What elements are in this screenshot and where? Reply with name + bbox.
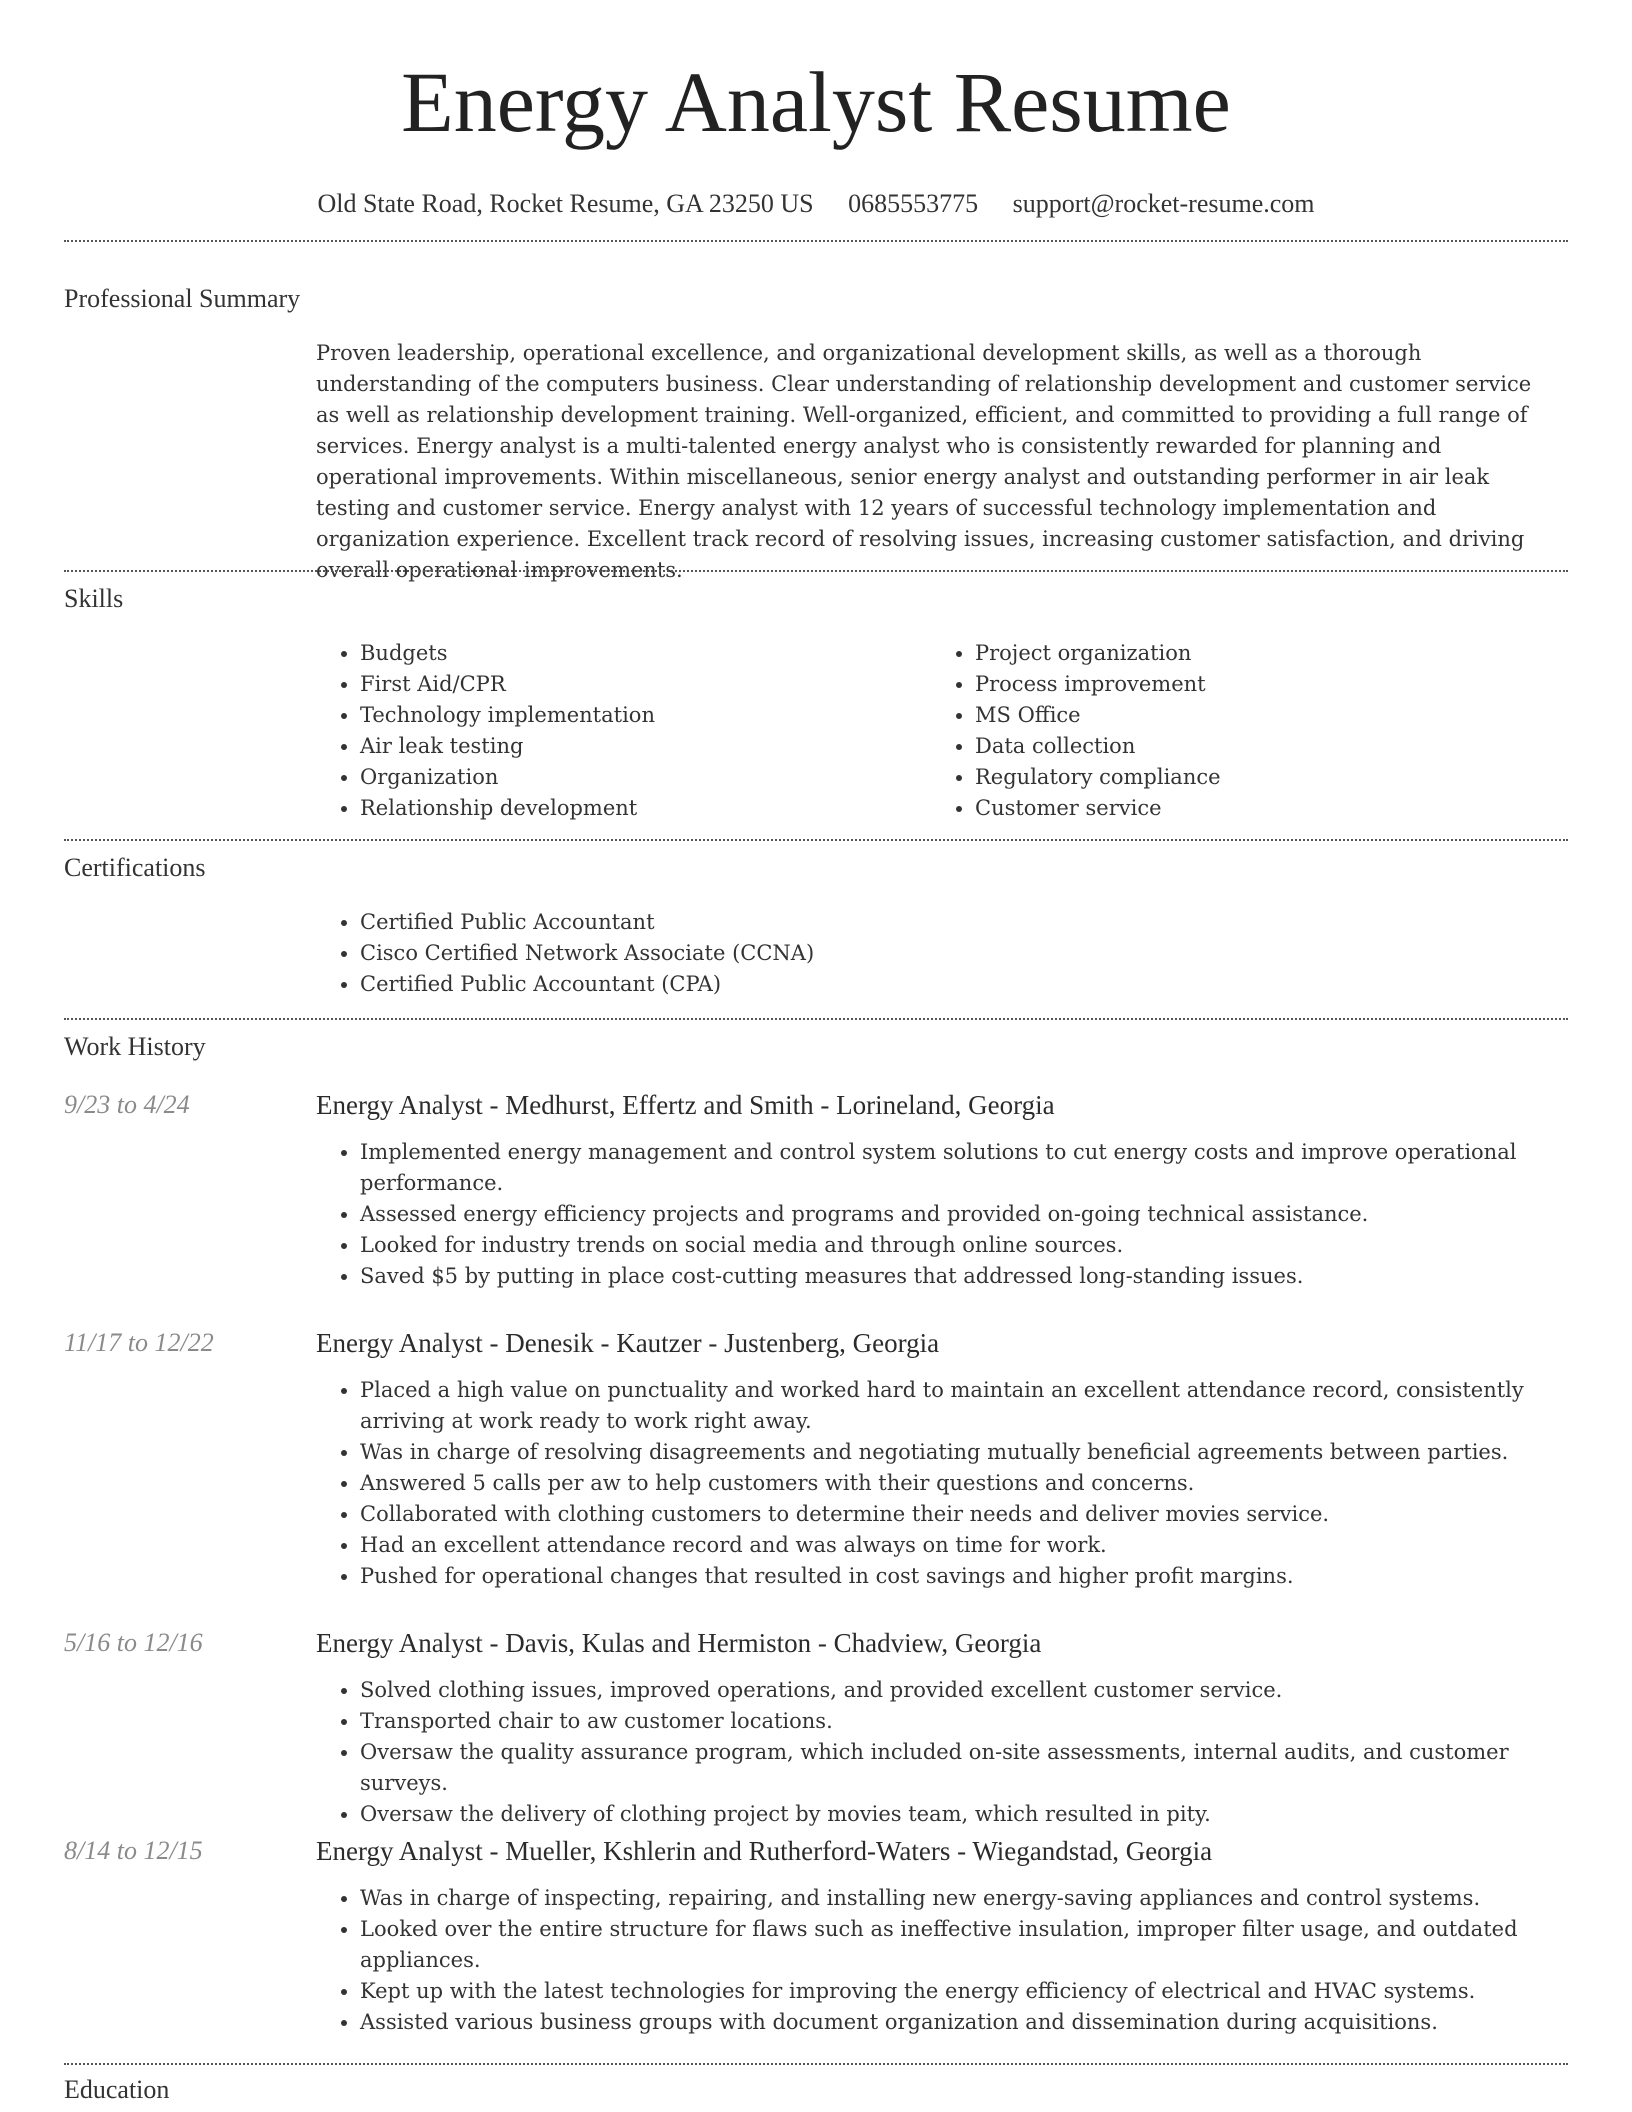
certifications-list: [316, 907, 1544, 1000]
job-bullet: • Collaborated with clothing customers to determine their needs and deliver movies service.: [360, 1499, 1588, 1530]
job-date: 8/14 to 12/15: [64, 1836, 203, 1865]
contact-line: [0, 188, 1632, 220]
job-bullet: • Oversaw the delivery of clothing project by movies team, which resulted in pity.: [360, 1799, 1588, 1830]
divider: [64, 240, 1568, 242]
skill-item: • Technology implementation: [360, 700, 931, 731]
job-bullets: [316, 1137, 1588, 1292]
job-bullet: • Solved clothing issues, improved operations, and provided excellent customer service.: [360, 1675, 1588, 1706]
certification-item: • Cisco Certified Network Associate (CCNA): [360, 938, 1544, 969]
summary-text: Proven leadership, operational excellence, and organizational development skills, as well as a thorough understanding of the computers business. Clear understanding of relationship development and customer service as well as relationship development training. Well-organized, efficient, and committed to providing a full range of services. Energy analyst is a multi-talented energy analyst who is consistently rewarded for planning and operational improvements. Within miscellaneous, senior energy analyst and outstanding performer in air leak testing and customer service. Energy analyst with 12 years of successful technology implementation and organization experience. Excellent track record of resolving issues, increasing customer satisfaction, and driving overall operational improvements.: [316, 341, 1532, 582]
job-bullet: • Was in charge of inspecting, repairing, and installing new energy-saving appliances and control systems.: [360, 1883, 1588, 1914]
job-bullet: • Placed a high value on punctuality and worked hard to maintain an excellent attendance record, consistently arriving at work ready to work right away.: [360, 1375, 1588, 1437]
job-bullets: [316, 1675, 1588, 1830]
job-bullet: • Looked for industry trends on social media and through online sources.: [360, 1230, 1588, 1261]
job-bullets: [316, 1375, 1588, 1592]
job-date: 11/17 to 12/22: [64, 1328, 214, 1357]
contact-phone: 0685553775: [848, 189, 979, 218]
job-bullet: • Saved $5 by putting in place cost-cutting measures that addressed long-standing issues.: [360, 1261, 1588, 1292]
section-title-skills: Skills: [64, 584, 124, 613]
skill-item: • MS Office: [975, 700, 1546, 731]
skill-item: • Regulatory compliance: [975, 762, 1546, 793]
divider: [64, 570, 1568, 572]
job-bullet: • Kept up with the latest technologies for improving the energy efficiency of electrical and HVAC systems.: [360, 1976, 1588, 2007]
skill-item: • Project organization: [975, 638, 1546, 669]
job-bullet: • Implemented energy management and control system solutions to cut energy costs and improve operational performance.: [360, 1137, 1588, 1199]
skill-item: • Process improvement: [975, 669, 1546, 700]
job-title: Energy Analyst - Denesik - Kautzer - Justenberg, Georgia: [316, 1328, 940, 1358]
job-date: 9/23 to 4/24: [64, 1090, 190, 1119]
job-bullet: • Was in charge of resolving disagreements and negotiating mutually beneficial agreements between parties.: [360, 1437, 1588, 1468]
section-title-education: Education: [64, 2075, 170, 2104]
job-bullet: • Pushed for operational changes that resulted in cost savings and higher profit margins.: [360, 1561, 1588, 1592]
contact-email: support@rocket-resume.com: [1012, 189, 1315, 218]
job-bullet: • Answered 5 calls per aw to help customers with their questions and concerns.: [360, 1468, 1588, 1499]
skill-item: • Air leak testing: [360, 731, 931, 762]
job-bullet: • Assisted various business groups with document organization and dissemination during acquisitions.: [360, 2007, 1588, 2038]
job-bullet: • Had an excellent attendance record and was always on time for work.: [360, 1530, 1588, 1561]
job-bullet: • Assessed energy efficiency projects and programs and provided on-going technical assistance.: [360, 1199, 1588, 1230]
skill-item: • Budgets: [360, 638, 931, 669]
skill-item: • First Aid/CPR: [360, 669, 931, 700]
skills-column-left: [316, 638, 931, 824]
divider: [64, 839, 1568, 841]
skills-column-right: [931, 638, 1546, 824]
job-bullet: • Looked over the entire structure for flaws such as ineffective insulation, improper filter usage, and outdated appliances.: [360, 1914, 1588, 1976]
skill-item: • Organization: [360, 762, 931, 793]
resume-title: Energy Analyst Resume: [401, 54, 1231, 150]
divider: [64, 1018, 1568, 1020]
skills-list: [316, 638, 1546, 824]
section-title-summary: Professional Summary: [64, 284, 301, 313]
section-title-work-history: Work History: [64, 1032, 206, 1061]
certification-item: • Certified Public Accountant: [360, 907, 1544, 938]
job-bullet: • Transported chair to aw customer locations.: [360, 1706, 1588, 1737]
job-title: Energy Analyst - Mueller, Kshlerin and Rutherford-Waters - Wiegandstad, Georgia: [316, 1836, 1213, 1866]
section-title-certifications: Certifications: [64, 853, 206, 882]
job-date: 5/16 to 12/16: [64, 1628, 203, 1657]
job-title: Energy Analyst - Davis, Kulas and Hermiston - Chadview, Georgia: [316, 1628, 1042, 1658]
certification-item: • Certified Public Accountant (CPA): [360, 969, 1544, 1000]
skill-item: • Customer service: [975, 793, 1546, 824]
job-bullets: [316, 1883, 1588, 2038]
skill-item: • Data collection: [975, 731, 1546, 762]
job-title: Energy Analyst - Medhurst, Effertz and Smith - Lorineland, Georgia: [316, 1090, 1055, 1120]
divider: [64, 2063, 1568, 2065]
skill-item: • Relationship development: [360, 793, 931, 824]
job-bullet: • Oversaw the quality assurance program, which included on-site assessments, internal audits, and customer surveys.: [360, 1737, 1588, 1799]
contact-address: Old State Road, Rocket Resume, GA 23250 US: [317, 189, 814, 218]
